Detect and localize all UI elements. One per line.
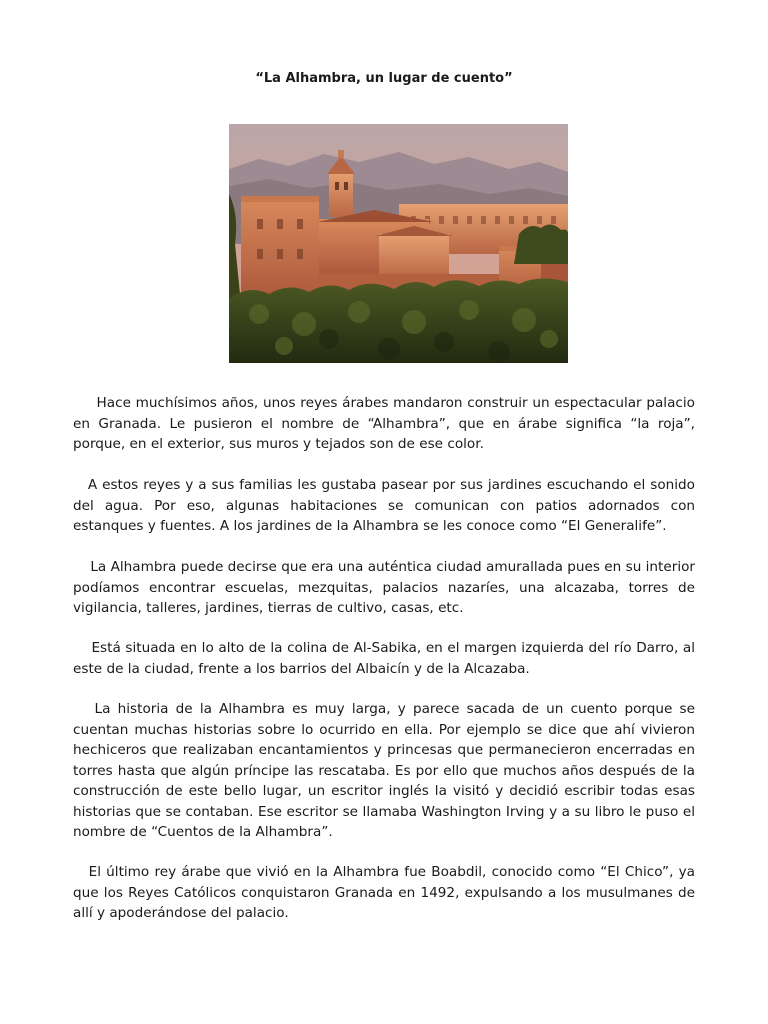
paragraph-boabdil: El último rey árabe que vivió en la Alhambra fue Boabdil, conocido como “El Chico”, ya que los Reyes Católicos conquistaron Granada en 1492, expulsando a los musulmanes de allí y apoderándose del palacio. (73, 864, 695, 921)
paragraph-walled-city: La Alhambra puede decirse que era una auténtica ciudad amurallada pues en su interior podíamos encontrar escuelas, mezquitas, palacios nazaríes, una alcazaba, torres de vigilancia, talleres, jardines, tierras de cultivo, casas, etc. (73, 559, 695, 616)
paragraph-gardens: A estos reyes y a sus familias les gustaba pasear por sus jardines escuchando el sonido del agua. Por eso, algunas habitaciones se comunican con patios adornados con estanques y fuentes. A los jardines de la Alhambra se les conoce como “El Generalife”. (73, 477, 695, 534)
alhambra-illustration (229, 124, 568, 363)
paragraph-location: Está situada en lo alto de la colina de Al-Sabika, en el margen izquierda del río Darro, al este de la ciudad, frente a los barrios del Albaicín y de la Alcazaba. (73, 640, 695, 677)
alhambra-photo (229, 124, 568, 363)
document-title: “La Alhambra, un lugar de cuento” (255, 71, 513, 86)
paragraph-history: La historia de la Alhambra es muy larga, y parece sacada de un cuento porque se cuentan muchas historias sobre lo ocurrido en ella. Por ejemplo se dice que ahí vivieron hechiceros que realizaban encantamientos y princesas que permanecieron encerradas en torres hasta que algún príncipe las rescataba. Es por ello que muchos años después de la construcción de este bello lugar, un escritor inglés la visitó y decidió escribir todas esas historias que se contaban. Ese escritor se llamaba Washington Irving y a su libro le puso el nombre de “Cuentos de la Alhambra”. (73, 701, 695, 840)
paragraph-origin: Hace muchísimos años, unos reyes árabes mandaron construir un espectacular palacio en Granada. Le pusieron el nombre de “Alhambra”, que en árabe significa “la roja”, porque, en el exterior, sus muros y tejados son de ese color. (73, 395, 695, 452)
